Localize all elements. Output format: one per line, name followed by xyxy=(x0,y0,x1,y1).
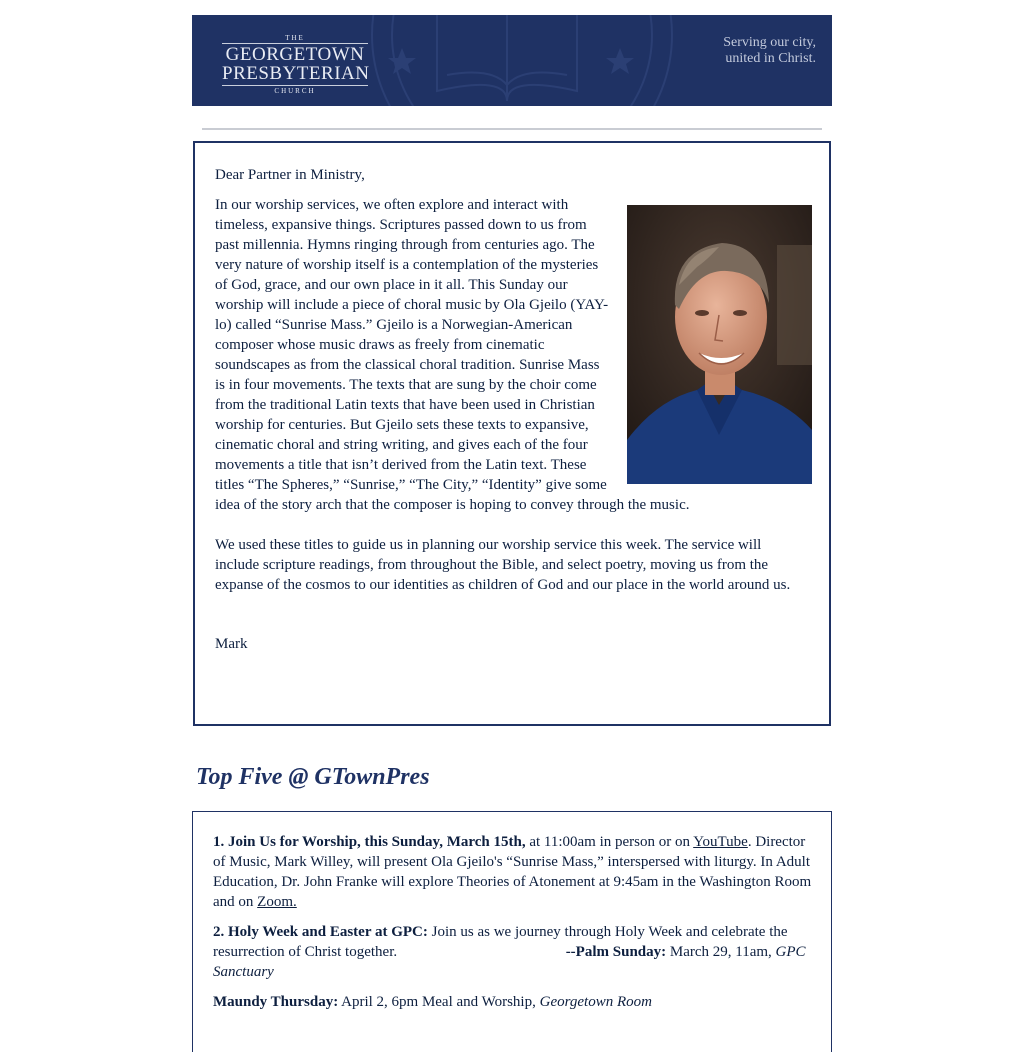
palm-sunday-location: GPC Sanctuary xyxy=(213,944,806,980)
church-logo[interactable] xyxy=(222,34,368,96)
pastor-portrait xyxy=(627,205,812,484)
section-title-top-five: Top Five @ GTownPres xyxy=(196,764,430,790)
palm-sunday-label: --Palm Sunday: xyxy=(565,944,667,960)
top-five-content xyxy=(213,832,813,1022)
tagline-line2: united in Christ. xyxy=(725,51,816,66)
item1-text-a: at 11:00am in person or on xyxy=(525,834,694,850)
tagline-line1: Serving our city, xyxy=(723,35,816,50)
youtube-link[interactable]: YouTube xyxy=(693,834,748,850)
header-tagline xyxy=(723,35,816,67)
maundy-thursday-location: Georgetown Room xyxy=(539,994,652,1010)
item1-text-b: . Director of Music, Mark Willey, will present Ola Gjeilo's “Sunrise Mass,” interspersed with liturgy. In Adult Education, Dr. John Franke will explore Theories of Atonement at 9:45am in the Washington Room and on xyxy=(213,834,812,910)
logo-the: THE xyxy=(285,34,305,42)
zoom-link[interactable]: Zoom. xyxy=(257,894,297,910)
item2-text: Join us as we journey through Holy Week and celebrate the resurrection of Christ together. xyxy=(213,924,788,960)
palm-sunday-detail: March 29, 11am, xyxy=(666,944,776,960)
letter-signature: Mark xyxy=(215,636,248,652)
top-five-item-2 xyxy=(213,922,813,982)
logo-rule-bottom xyxy=(222,85,368,86)
maundy-thursday-label: Maundy Thursday: xyxy=(213,994,339,1010)
item2-title: 2. Holy Week and Easter at GPC: xyxy=(213,924,428,940)
letter-paragraph-1: In our worship services, we often explore and interact with timeless, expansive things. Scriptures passed down to us from past millennia. Hymns ringing through from centuries ago. The very nature of worship itself is a contemplation of the mysteries of God, grace, and our own place in it all. This Sunday our worship will include a piece of choral music by Ola Gjeilo (YAY-lo) called “Sunrise Mass.” Gjeilo is a Norwegian-American composer whose music draws as freely from cinematic soundscapes as from the classical choral tradition. Sunrise Mass is in four movements. The texts that are sung by the choir come from the traditional Latin texts that have been used in Christian worship for centuries. But Gjeilo sets these texts to expansive, cinematic choral and string writing, and gives each of the four movements a title that isn’t derived from the Latin text. These titles “The Spheres,” “Sunrise,” “The City,” “Identity” give some idea of the story arch that the composer is hoping to convey through the music. xyxy=(215,197,690,513)
logo-church: CHURCH xyxy=(274,87,316,95)
item1-title: 1. Join Us for Worship, this Sunday, March 15th, xyxy=(213,834,526,850)
top-five-item-1 xyxy=(213,832,813,912)
letter-paragraph-2: We used these titles to guide us in planning our worship service this week. The service will include scripture readings, from throughout the Bible, and select poetry, moving us from the expanse of the cosmos to our identities as children of God and our place in the world around us. xyxy=(215,537,791,593)
header-divider xyxy=(202,128,822,130)
top-five-box xyxy=(192,811,832,1052)
letter-greeting: Dear Partner in Ministry, xyxy=(215,167,365,183)
palm-sunday-wrap xyxy=(397,942,666,962)
pastor-letter xyxy=(193,141,831,726)
letter-content xyxy=(215,165,807,654)
pastor-photo-image xyxy=(627,205,812,484)
logo-presbyterian: PRESBYTERIAN xyxy=(222,63,370,84)
maundy-thursday-detail: April 2, 6pm Meal and Worship, xyxy=(338,994,540,1010)
top-five-item-3 xyxy=(213,992,813,1012)
header-banner xyxy=(192,15,832,106)
logo-georgetown: GEORGETOWN xyxy=(225,44,365,65)
